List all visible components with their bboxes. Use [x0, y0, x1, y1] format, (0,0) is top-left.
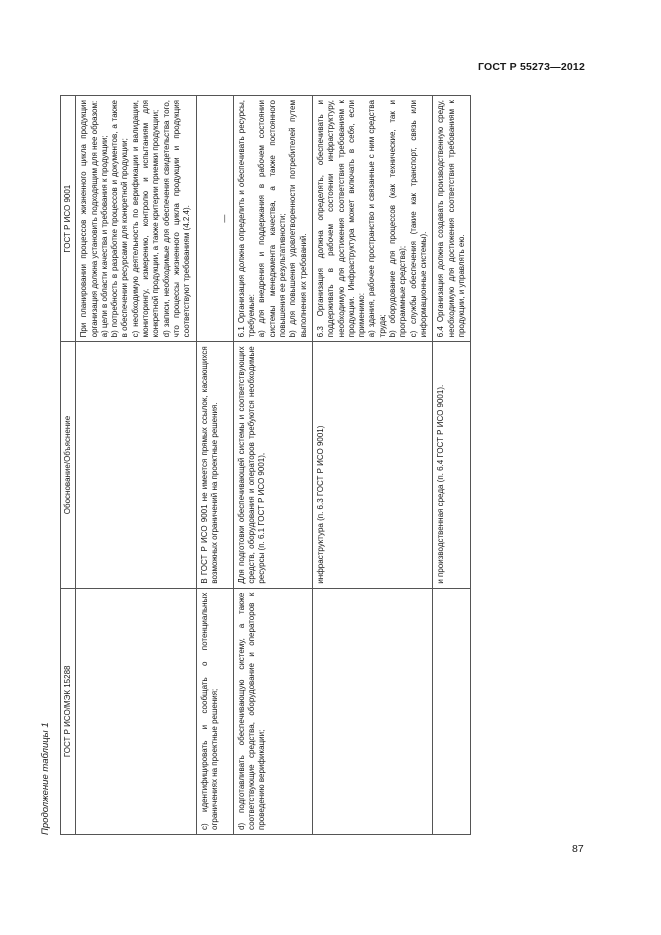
- cell-line: a) цели в области качества и требования к продукции;: [99, 135, 109, 338]
- table-row: [312, 96, 432, 835]
- cell-line: b) оборудование для процессов (как технические, так и программные средства);: [388, 100, 408, 338]
- cell-line: a) здания, рабочее пространство и связанные с ним средства труда;: [367, 100, 387, 338]
- table-row: [233, 96, 312, 835]
- table-cell: d) подготавливать обеспечивающую систему, а также соответствующие средства, оборудование и операторов к проведению верификации;: [233, 588, 312, 834]
- table-caption: Продолжение таблицы 1: [40, 722, 51, 835]
- cell-line: a) для внедрения и поддержания в рабочем состоянии системы менеджмента качества, а также постоянного повышения ее результативности;: [257, 100, 288, 338]
- cell-line: c) службы обеспечения (такие как транспорт, связь или информационные системы).: [408, 100, 428, 338]
- cell-line: —: [219, 214, 229, 223]
- table-cell: [433, 96, 471, 342]
- table-cell: [76, 342, 196, 588]
- table-row: [76, 96, 196, 835]
- column-header-justification: Обоснование/Объяснение: [61, 342, 76, 588]
- table-header-row: [61, 96, 76, 835]
- comparison-table: [60, 95, 471, 835]
- cell-line: 6.3 Организация должна определять, обеспечивать и поддерживать в рабочем состоянии инфраструктуру, необходимую для достижения соответствия требованиям к продукции. Инфраструктура может включать в себя, если применимо:: [315, 100, 367, 338]
- table-row: [196, 96, 233, 835]
- column-header-iso15288: ГОСТ Р ИСО/МЭК 15288: [61, 588, 76, 834]
- table-cell: Для подготовки обеспечивающей системы и соответствующих средств, оборудования и операторов требуются необходимые ресурсы (п. 6.1 ГОСТ Р ИСО 9001),: [233, 342, 312, 588]
- column-header-iso9001: ГОСТ Р ИСО 9001: [61, 96, 76, 342]
- table-cell: [76, 588, 196, 834]
- cell-line: 6.1 Организация должна определить и обеспечивать ресурсы, требуемые:: [236, 100, 257, 338]
- cell-line: b) потребность в разработке процессов и документов, а также в обеспечении ресурсами для конкретной продукции;: [110, 100, 130, 338]
- table-cell: [312, 588, 432, 834]
- standard-header: ГОСТ Р 55273—2012: [477, 61, 585, 73]
- rotated-table-page: [40, 95, 600, 835]
- table-cell: [312, 96, 432, 342]
- cell-line: d) записи, необходимые для обеспечения свидетельства того, что процессы жизненного цикла продукции и продукция соответствуют требованиям (4.2.4).: [161, 100, 192, 338]
- cell-line: При планировании процессов жизненного цикла продукции организация должна установить подходящим для нее образом:: [79, 100, 99, 338]
- table-cell: инфраструктура (п. 6.3 ГОСТ Р ИСО 9001): [312, 342, 432, 588]
- cell-line: b) для повышения удовлетворенности потребителей путем выполнения их требований.: [288, 100, 308, 338]
- table-cell: В ГОСТ Р ИСО 9001 не имеется прямых ссылок, касающихся возможных ограничений на проектные решения.: [196, 342, 233, 588]
- table-cell: и производственная среда (п. 6.4 ГОСТ Р ИСО 9001).: [433, 342, 471, 588]
- table-cell: [433, 588, 471, 834]
- table-cell: [233, 96, 312, 342]
- table-cell: [196, 96, 233, 342]
- table-cell: c) идентифицировать и сообщать о потенциальных ограничениях на проектные решения;: [196, 588, 233, 834]
- cell-line: 6.4 Организация должна создавать производственную среду, необходимую для достижения соответствия требованиям к продукции, и управлять ею.: [436, 100, 466, 338]
- table-cell: [76, 96, 196, 342]
- cell-line: c) необходимую деятельность по верификации и валидации, мониторингу, измерению, контролю и испытаниям для конкретной продукции, а также критерии приемки продукции;: [130, 100, 161, 338]
- page-number: 87: [572, 843, 584, 855]
- table-row: [433, 96, 471, 835]
